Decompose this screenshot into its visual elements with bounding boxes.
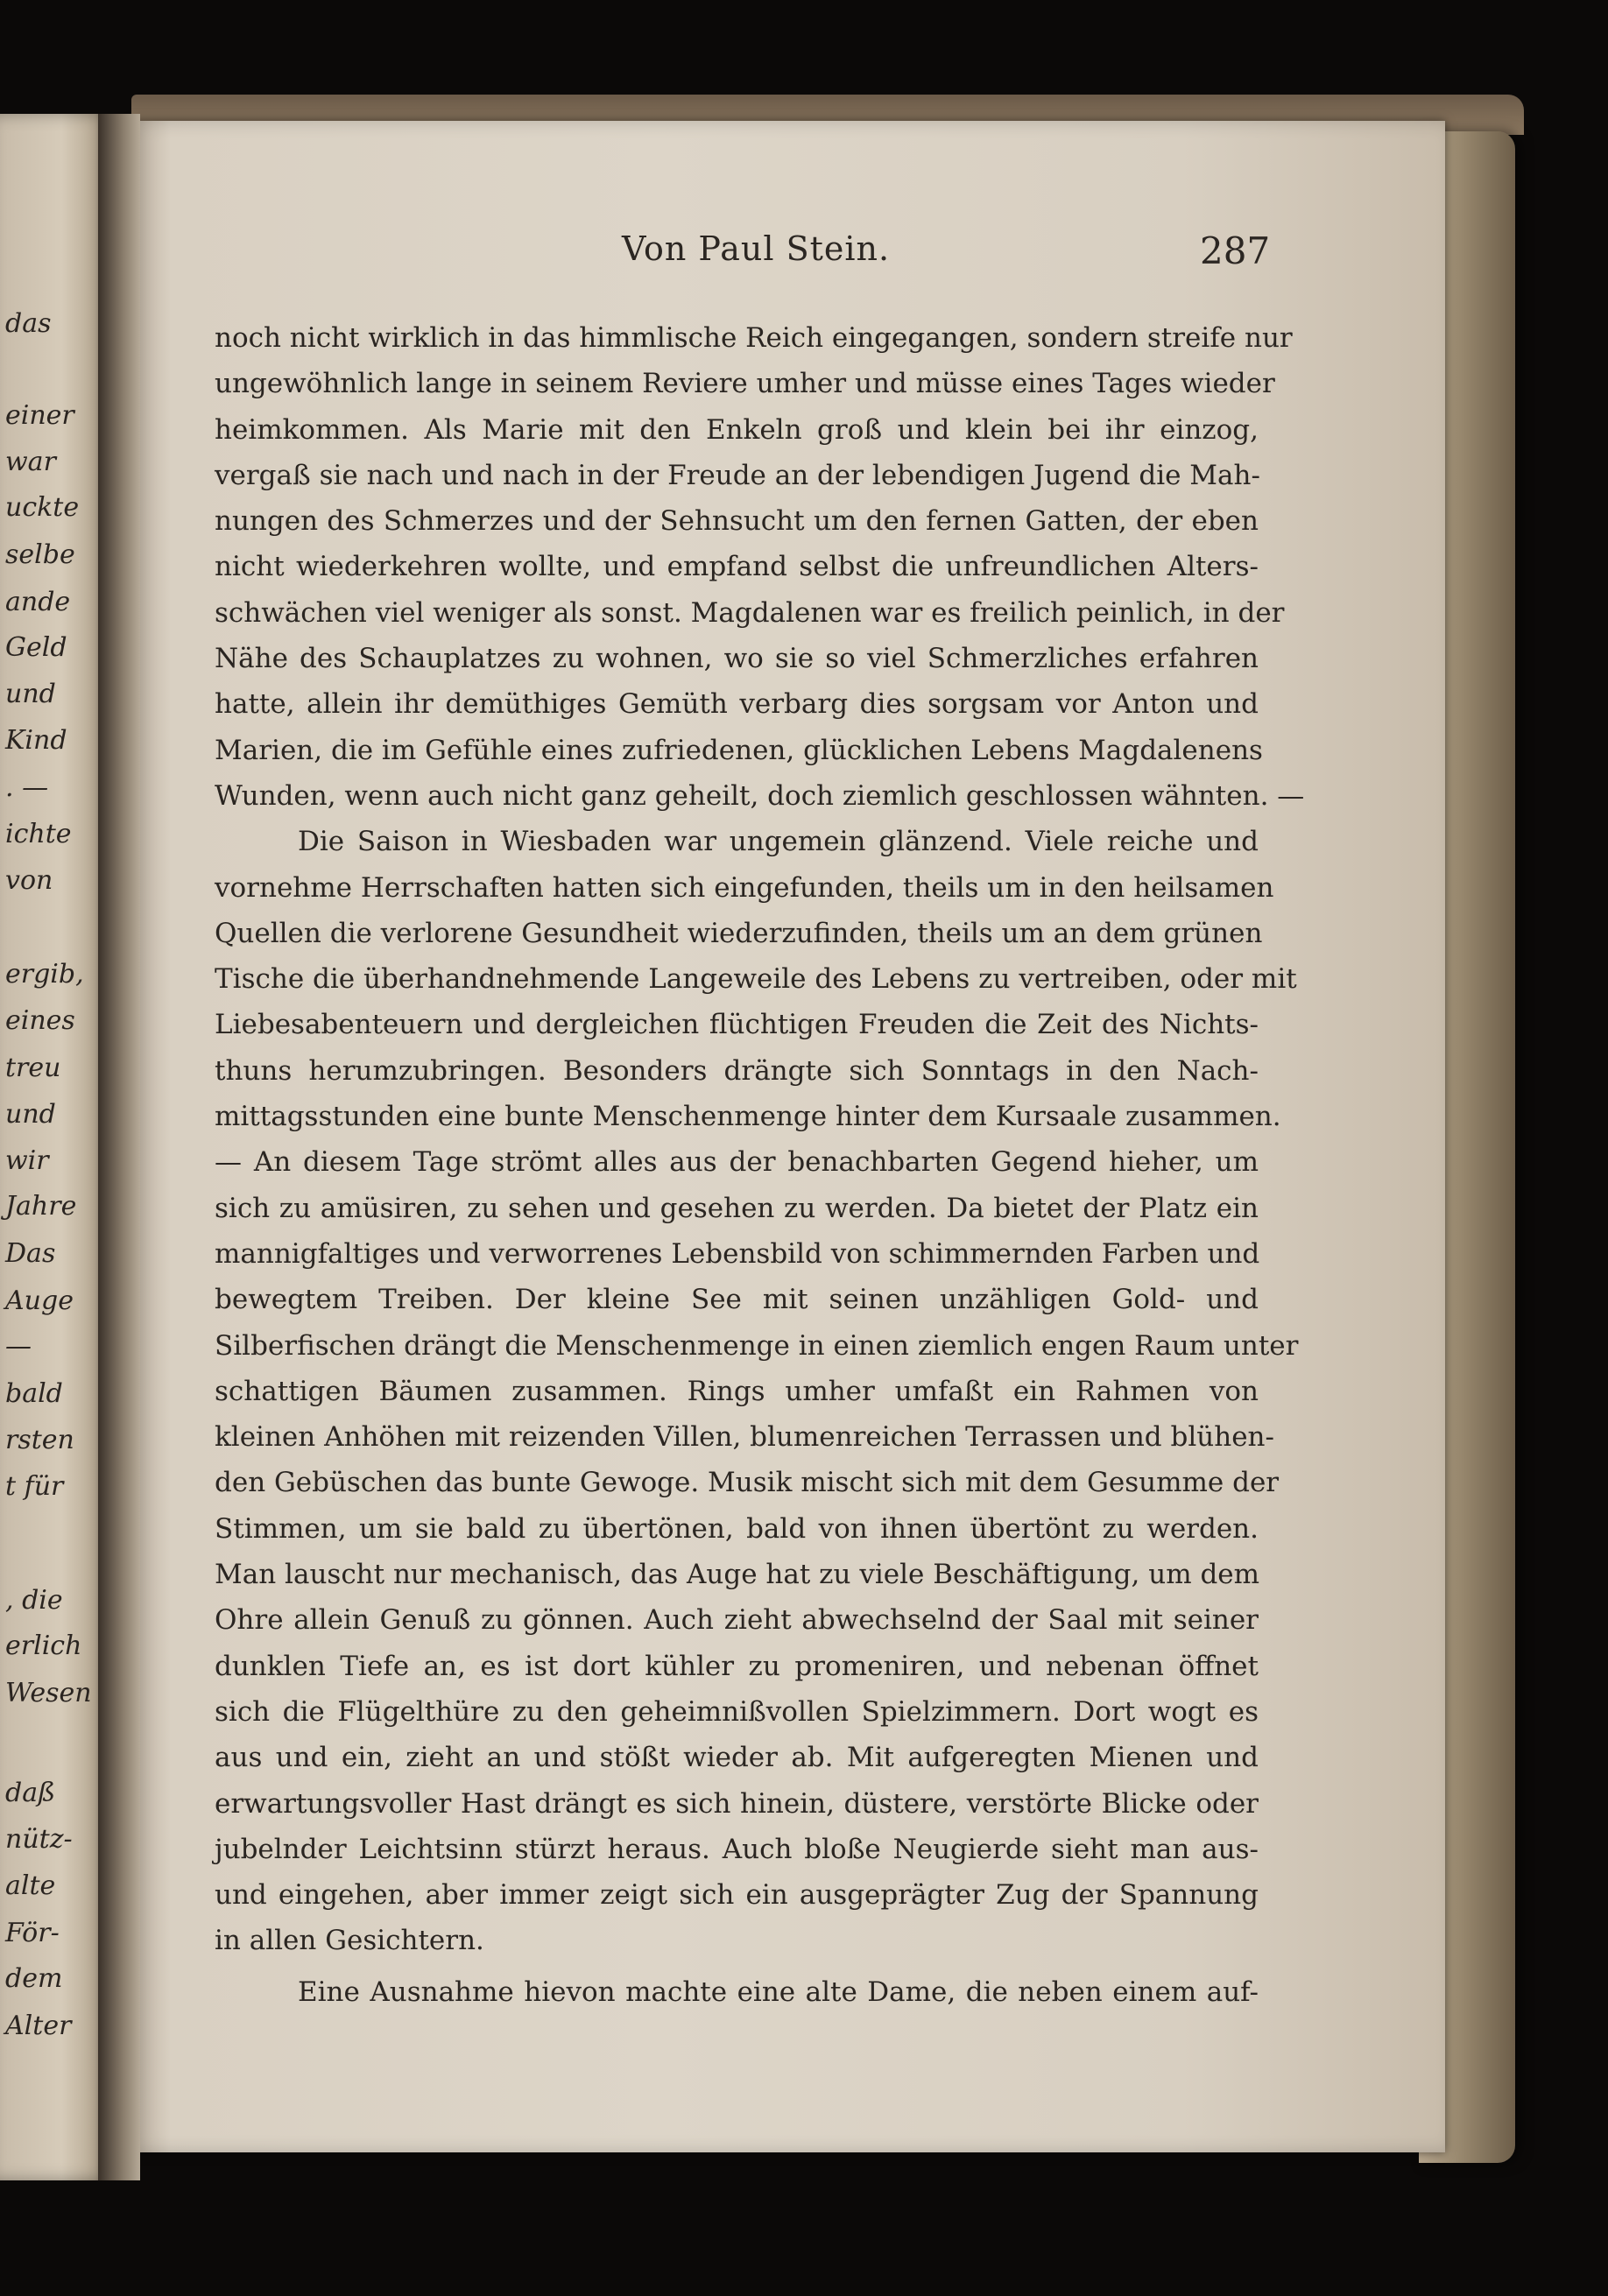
- text-line: aus und ein, zieht an und stößt wieder ab. Mit aufgeregten Mienen und: [215, 1742, 1259, 1774]
- text-line: hatte, allein ihr demüthiges Gemüth verbarg dies sorgsam vor Anton und: [215, 688, 1259, 721]
- running-head: Von Paul Stein.: [622, 229, 891, 268]
- left-page-fragment: ergib,: [5, 959, 84, 990]
- text-line: Ohre allein Genuß zu gönnen. Auch zieht abwechselnd der Saal mit seiner: [215, 1604, 1259, 1637]
- left-page-fragment: und: [5, 1099, 56, 1130]
- left-page-fragment: , die: [5, 1585, 63, 1616]
- text-line: erwartungsvoller Hast drängt es sich hinein, düstere, verstörte Blicke oder: [215, 1787, 1259, 1820]
- text-line: nungen des Schmerzes und der Sehnsucht um den fernen Gatten, der eben: [215, 505, 1259, 538]
- left-page-fragment: Geld: [5, 632, 67, 663]
- left-page-fragment: wir: [5, 1145, 49, 1176]
- left-page-fragment: selbe: [5, 539, 75, 570]
- paragraph-first-line: Eine Ausnahme hievon machte eine alte Dame, die neben einem auf-: [298, 1976, 1259, 2008]
- left-page-fragment: und: [5, 679, 56, 709]
- text-line: vergaß sie nach und nach in der Freude an der lebendigen Jugend die Mah-: [215, 459, 1260, 491]
- text-line: Nähe des Schauplatzes zu wohnen, wo sie so viel Schmerzliches erfahren: [215, 643, 1259, 675]
- text-line: Wunden, wenn auch nicht ganz geheilt, doch ziemlich geschlossen wähnten. —: [215, 779, 1305, 812]
- left-page-fragment: —: [5, 1331, 32, 1362]
- page-number: 287: [1200, 229, 1271, 272]
- text-line: vornehme Herrschaften hatten sich eingefunden, theils um in den heilsamen: [215, 871, 1274, 904]
- left-page-fragment: das: [5, 308, 52, 339]
- left-page-fragment: uckte: [5, 492, 80, 523]
- text-line: den Gebüschen das bunte Gewoge. Musik mischt sich mit dem Gesumme der: [215, 1467, 1280, 1499]
- left-page-fragment: t für: [5, 1471, 64, 1502]
- text-line: sich zu amüsiren, zu sehen und gesehen zu werden. Da bietet der Platz ein: [215, 1192, 1259, 1224]
- text-line: mannigfaltiges und verworrenes Lebensbild von schimmernden Farben und: [215, 1237, 1260, 1270]
- left-page-fragment: einer: [5, 400, 74, 431]
- text-line: heimkommen. Als Marie mit den Enkeln groß und klein bei ihr einzog,: [215, 413, 1259, 446]
- text-line: nicht wiederkehren wollte, und empfand selbst die unfreundlichen Alters-: [215, 551, 1259, 583]
- left-page-fragment: För-: [5, 1918, 60, 1948]
- text-line: thuns herumzubringen. Besonders drängte sich Sonntags in den Nach-: [215, 1054, 1259, 1087]
- text-line: jubelnder Leichtsinn stürzt heraus. Auch bloße Neugierde sieht man aus-: [215, 1833, 1259, 1865]
- text-line: und eingehen, aber immer zeigt sich ein ausgeprägter Zug der Spannung: [215, 1879, 1259, 1912]
- left-page-fragment: daß: [5, 1778, 56, 1808]
- book-gutter: [98, 114, 140, 2180]
- text-line: schwächen viel weniger als sonst. Magdalenen war es freilich peinlich, in der: [215, 596, 1285, 629]
- left-page-fragment: rsten: [5, 1425, 74, 1455]
- text-line: Man lauscht nur mechanisch, das Auge hat zu viele Beschäftigung, um dem: [215, 1559, 1260, 1591]
- left-page-fragment: war: [5, 447, 56, 477]
- left-page-fragment: Auge: [5, 1285, 74, 1316]
- text-line: Marien, die im Gefühle eines zufriedenen, glücklichen Lebens Magdalenens: [215, 734, 1263, 766]
- text-line: Stimmen, um sie bald zu übertönen, bald von ihnen übertönt zu werden.: [215, 1512, 1259, 1545]
- left-page-fragment: dem: [5, 1963, 63, 1994]
- text-line: in allen Gesichtern.: [215, 1925, 484, 1957]
- text-line: sich die Flügelthüre zu den geheimnißvollen Spielzimmern. Dort wogt es: [215, 1695, 1259, 1728]
- left-page-fragment: erlich: [5, 1630, 82, 1661]
- text-line: Liebesabenteuern und dergleichen flüchtigen Freuden die Zeit des Nichts-: [215, 1009, 1259, 1041]
- text-line: kleinen Anhöhen mit reizenden Villen, blumenreichen Terrassen und blühen-: [215, 1421, 1274, 1454]
- text-line: Quellen die verlorene Gesundheit wiederzufinden, theils um an dem grünen: [215, 917, 1263, 949]
- text-line: mittagsstunden eine bunte Menschenmenge hinter dem Kursaale zusammen.: [215, 1101, 1281, 1133]
- left-page-fragment: Das: [5, 1238, 56, 1269]
- left-page-fragment: bald: [5, 1378, 63, 1409]
- text-line: dunklen Tiefe an, es ist dort kühler zu promeniren, und nebenan öffnet: [215, 1650, 1259, 1682]
- text-line: noch nicht wirklich in das himmlische Reich eingegangen, sondern streife nur: [215, 322, 1293, 354]
- paragraph-first-line: Die Saison in Wiesbaden war ungemein glänzend. Viele reiche und: [298, 826, 1259, 858]
- text-line: — An diesem Tage strömt alles aus der benachbarten Gegend hieher, um: [215, 1146, 1259, 1179]
- left-page-fragment: Wesen: [5, 1678, 92, 1708]
- left-page-fragment: ande: [5, 587, 71, 617]
- left-page-fragment: Alter: [5, 2011, 72, 2041]
- left-page-fragment: Kind: [5, 725, 67, 756]
- left-page-fragment: nütz-: [5, 1824, 73, 1855]
- left-page-fragment: Jahre: [5, 1191, 77, 1222]
- text-line: bewegtem Treiben. Der kleine See mit seinen unzähligen Gold- und: [215, 1284, 1259, 1316]
- left-page-fragment: eines: [5, 1005, 75, 1036]
- body-text: [215, 315, 1305, 2015]
- text-line: schattigen Bäumen zusammen. Rings umher umfaßt ein Rahmen von: [215, 1375, 1259, 1407]
- left-facing-page: [0, 114, 112, 2180]
- text-line: ungewöhnlich lange in seinem Reviere umher und müsse eines Tages wieder: [215, 368, 1275, 400]
- left-page-fragment: . —: [5, 772, 49, 803]
- left-page-fragment: treu: [5, 1053, 61, 1083]
- left-page-fragment: alte: [5, 1870, 56, 1901]
- left-page-fragment: ichte: [5, 819, 72, 849]
- text-line: Silberfischen drängt die Menschenmenge in einen ziemlich engen Raum unter: [215, 1329, 1299, 1362]
- text-line: Tische die überhandnehmende Langeweile des Lebens zu vertreiben, oder mit: [215, 963, 1297, 996]
- left-page-fragment: von: [5, 865, 53, 896]
